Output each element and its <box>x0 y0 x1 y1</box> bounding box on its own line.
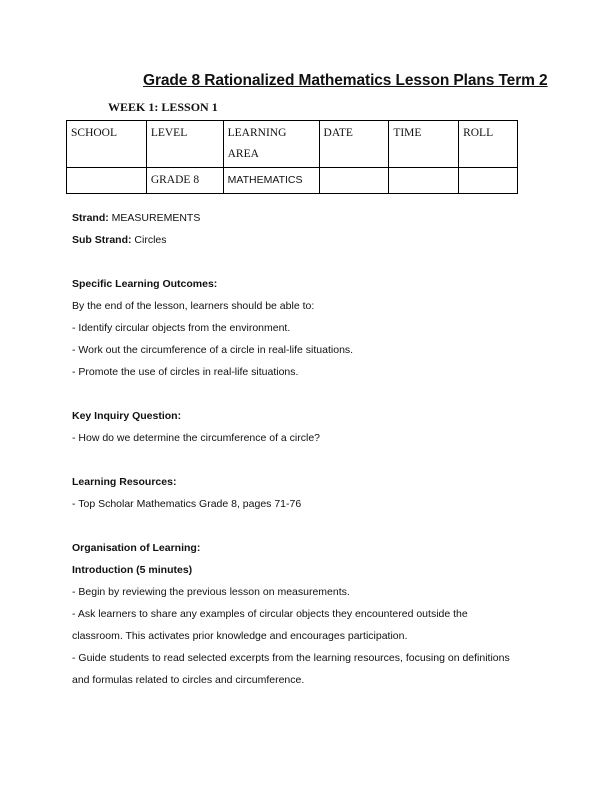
strand-line <box>72 212 200 224</box>
cell-school <box>67 168 147 194</box>
cell-learning-area: MATHEMATICS <box>223 168 319 194</box>
strand-value: MEASUREMENTS <box>111 212 201 224</box>
resources-heading: Learning Resources: <box>72 476 177 488</box>
header-learning-area: LEARNING AREA <box>223 121 319 168</box>
table-row <box>67 168 518 194</box>
outcomes-heading: Specific Learning Outcomes: <box>72 278 218 290</box>
header-level: LEVEL <box>146 121 223 168</box>
strand-label: Strand: <box>72 212 109 224</box>
sub-strand-line <box>72 234 167 246</box>
organisation-line: classroom. This activates prior knowledge and encourages participation. <box>72 630 408 642</box>
organisation-heading: Organisation of Learning: <box>72 542 201 554</box>
organisation-line: - Begin by reviewing the previous lesson on measurements. <box>72 586 350 598</box>
organisation-line: and formulas related to circles and circumference. <box>72 674 305 686</box>
outcome-item: - Work out the circumference of a circle in real-life situations. <box>72 344 354 356</box>
outcomes-intro: By the end of the lesson, learners should be able to: <box>72 300 315 312</box>
cell-date <box>319 168 389 194</box>
outcome-item: - Identify circular objects from the environment. <box>72 322 291 334</box>
cell-roll <box>459 168 518 194</box>
cell-level: GRADE 8 <box>146 168 223 194</box>
header-roll: ROLL <box>459 121 518 168</box>
week-lesson-heading: WEEK 1: LESSON 1 <box>108 100 218 114</box>
organisation-line: - Ask learners to share any examples of circular objects they encountered outside the <box>72 608 468 620</box>
header-school: SCHOOL <box>67 121 147 168</box>
header-time: TIME <box>389 121 459 168</box>
inquiry-heading: Key Inquiry Question: <box>72 410 182 422</box>
lesson-info-table <box>66 120 518 194</box>
outcome-item: - Promote the use of circles in real-life situations. <box>72 366 299 378</box>
resource-item: - Top Scholar Mathematics Grade 8, pages 71-76 <box>72 498 302 510</box>
introduction-subheading: Introduction (5 minutes) <box>72 564 193 576</box>
table-header-row <box>67 121 518 168</box>
sub-strand-label: Sub Strand: <box>72 234 132 246</box>
sub-strand-value: Circles <box>134 234 167 246</box>
organisation-line: - Guide students to read selected excerpts from the learning resources, focusing on definitions <box>72 652 510 664</box>
header-date: DATE <box>319 121 389 168</box>
inquiry-item: - How do we determine the circumference of a circle? <box>72 432 321 444</box>
cell-time <box>389 168 459 194</box>
document-title: Grade 8 Rationalized Mathematics Lesson Plans Term 2 <box>143 72 548 89</box>
